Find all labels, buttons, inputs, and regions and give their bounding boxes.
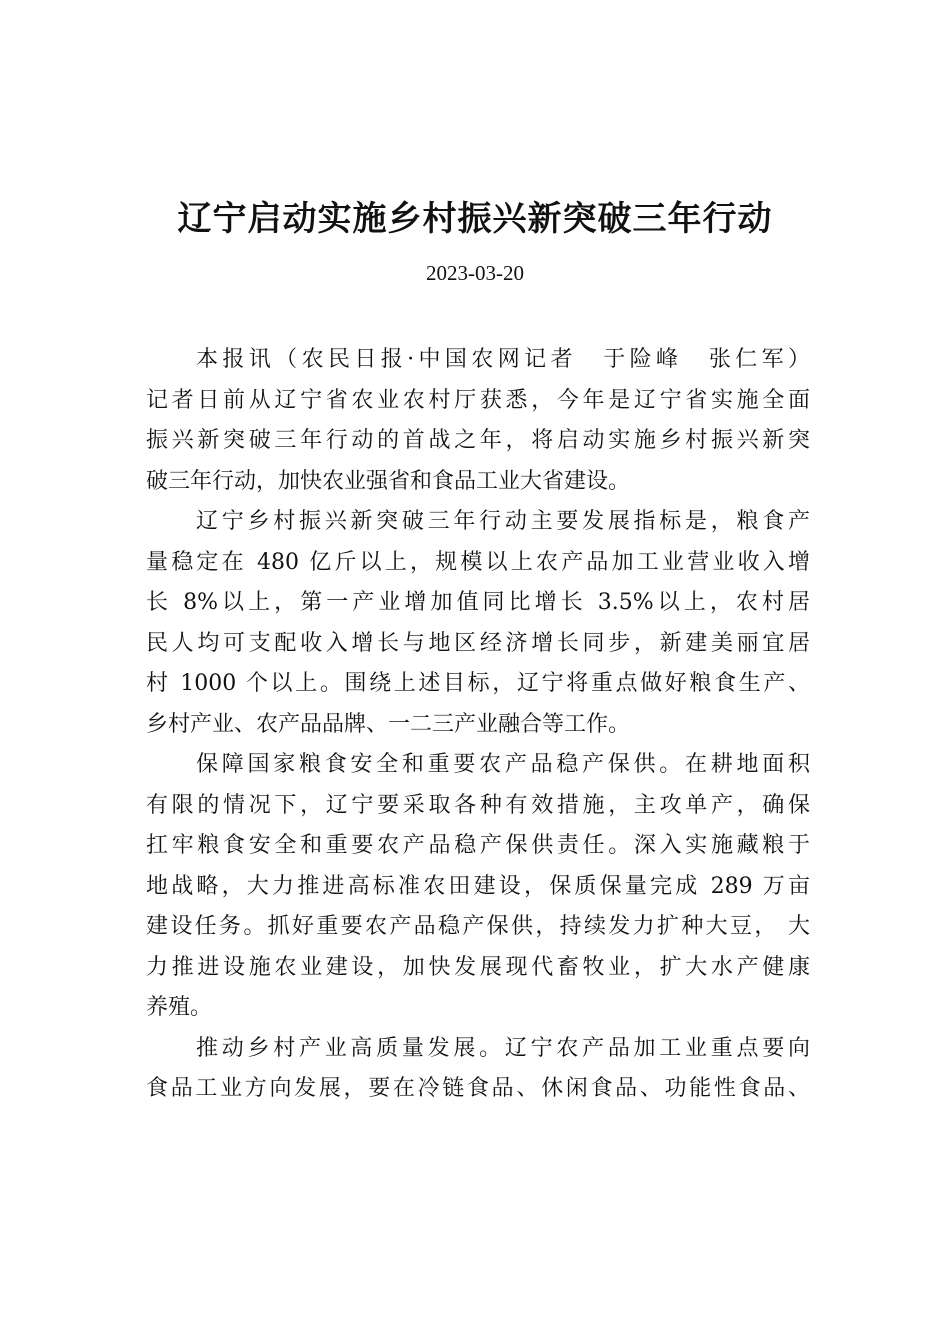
text-line: 有限的情况下，辽宁要采取各种有效措施，主攻单产，确保 <box>146 792 810 818</box>
text-line: 长 8%以上，第一产业增加值同比增长 3.5%以上，农村居 <box>146 590 810 615</box>
article-date: 2023-03-20 <box>426 261 524 285</box>
text-line: 扛牢粮食安全和重要农产品稳产保供责任。深入实施藏粮于 <box>146 833 810 858</box>
text-line: 地战略，大力推进高标准农田建设，保质保量完成 289 万亩 <box>146 873 810 899</box>
text-line: 建设任务。抓好重要农产品稳产保供，持续发力扩种大豆， 大 <box>146 914 810 939</box>
text-line: 量稳定在 480 亿斤以上，规模以上农产品加工业营业收入增 <box>146 549 810 575</box>
text-line: 推动乡村产业高质量发展。辽宁农产品加工业重点要向 <box>196 1035 810 1061</box>
text-line: 本报讯（农民日报·中国农网记者 于险峰 张仁军） <box>196 347 810 372</box>
article-title: 辽宁启动实施乡村振兴新突破三年行动 <box>177 199 773 239</box>
paragraph <box>146 502 810 745</box>
text-line: 乡村产业、农产品品牌、一二三产业融合等工作。 <box>146 711 631 737</box>
text-line: 民人均可支配收入增长与地区经济增长同步，新建美丽宜居 <box>146 630 810 656</box>
text-line: 食品工业方向发展，要在冷链食品、休闲食品、功能性食品、 <box>146 1076 810 1101</box>
paragraph <box>146 1029 810 1110</box>
text-line: 保障国家粮食安全和重要农产品稳产保供。在耕地面积 <box>196 752 810 777</box>
text-line: 力推进设施农业建设，加快发展现代畜牧业，扩大水产健康 <box>146 954 810 980</box>
text-line: 振兴新突破三年行动的首战之年，将启动实施乡村振兴新突 <box>146 428 810 453</box>
text-line: 记者日前从辽宁省农业农村厅获悉，今年是辽宁省实施全面 <box>146 387 810 413</box>
text-line: 辽宁乡村振兴新突破三年行动主要发展指标是，粮食产 <box>196 509 810 534</box>
text-line: 村 1000 个以上。围绕上述目标，辽宁将重点做好粮食生产、 <box>146 671 810 696</box>
text-line: 养殖。 <box>146 995 213 1020</box>
article-body <box>146 340 810 1110</box>
text-line: 破三年行动，加快农业强省和食品工业大省建设。 <box>146 468 631 494</box>
paragraph <box>146 745 810 1029</box>
paragraph <box>146 340 810 502</box>
